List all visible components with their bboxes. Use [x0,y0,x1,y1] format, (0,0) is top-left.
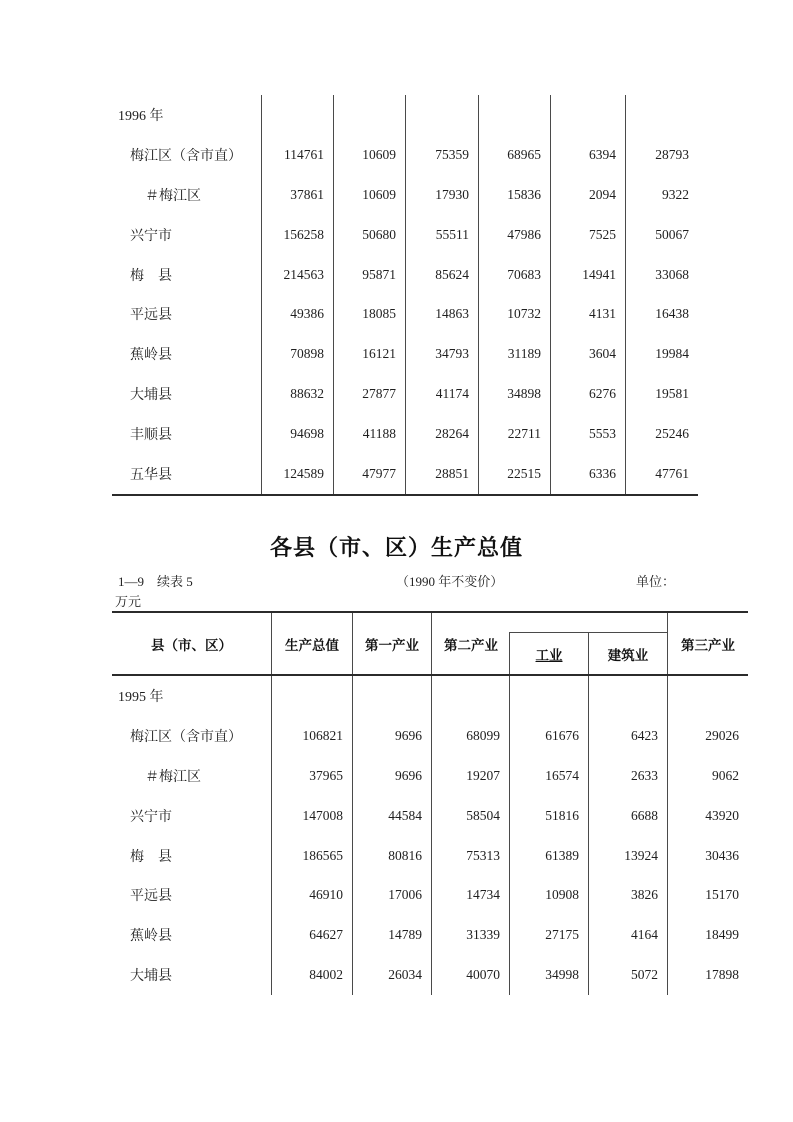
value-cell: 214563 [262,255,334,295]
header-industry-label: 工业 [535,647,563,663]
value-cell: 50680 [334,215,406,255]
year-row [112,676,748,716]
value-cell: 75313 [432,836,510,876]
value-cell: 7525 [551,215,626,255]
price-basis-note: （1990 年不变价） [396,574,504,589]
value-cell: 28264 [406,414,479,454]
row-label: 1996 年 [112,95,262,135]
table-body [112,676,748,995]
empty-cell [626,95,698,135]
header-primary-industry: 第一产业 [353,613,432,674]
empty-cell [262,95,334,135]
value-cell: 37965 [272,756,353,796]
value-cell: 6423 [589,716,668,756]
value-cell: 16121 [334,334,406,374]
row-label: ＃梅江区 [112,756,272,796]
value-cell: 9696 [353,716,432,756]
value-cell: 28793 [655,146,689,162]
empty-cell [406,95,479,135]
value-cell: 49386 [262,294,334,334]
value-cell: 19984 [655,346,689,362]
row-label: 梅江区（含市直） [112,135,262,175]
value-cell: 68099 [432,716,510,756]
table-row [112,915,748,955]
unit-value: 万元 [115,594,142,609]
value-cell: 147008 [272,796,353,836]
value-cell: 19581 [655,386,689,402]
value-cell: 55511 [406,215,479,255]
value-cell: 9062 [712,767,739,783]
value-cell: 17006 [353,875,432,915]
value-cell: 29026 [705,727,739,743]
value-cell: 5553 [551,414,626,454]
value-cell: 94698 [262,414,334,454]
secondary-industry-subheader [509,632,667,674]
value-cell: 40070 [432,955,510,995]
value-cell: 5072 [589,955,668,995]
table-row [112,334,698,374]
value-cell: 33068 [655,266,689,282]
value-cell: 22515 [479,454,551,494]
table-row [112,875,748,915]
row-label: ＃梅江区 [112,175,262,215]
table-continuation-ref: 1—9 续表 5 [118,574,193,589]
value-cell: 95871 [334,255,406,295]
value-cell: 3604 [551,334,626,374]
value-cell: 43920 [705,807,739,823]
row-label: 梅江区（含市直） [112,716,272,756]
table-1996-continued [112,95,698,496]
row-label: 蕉岭县 [112,334,262,374]
row-label: 1995 年 [112,676,272,716]
row-label: 平远县 [112,875,272,915]
table-row [112,836,748,876]
value-cell: 10732 [479,294,551,334]
value-cell: 9696 [353,756,432,796]
value-cell: 2094 [551,175,626,215]
header-tertiary-industry: 第三产业 [681,637,735,653]
value-cell: 186565 [272,836,353,876]
value-cell: 37861 [262,175,334,215]
value-cell: 16574 [510,756,589,796]
value-cell: 15170 [705,887,739,903]
value-cell: 106821 [272,716,353,756]
value-cell: 6276 [551,374,626,414]
value-cell: 41188 [334,414,406,454]
value-cell: 88632 [262,374,334,414]
value-cell: 10609 [334,135,406,175]
empty-cell [668,676,748,716]
table-row [112,135,698,175]
value-cell: 30436 [705,847,739,863]
table-row [112,255,698,295]
value-cell: 22711 [479,414,551,454]
value-cell: 34898 [479,374,551,414]
table-row [112,955,748,995]
row-label: 兴宁市 [112,796,272,836]
header-county: 县（市、区） [112,613,272,674]
value-cell: 18499 [705,927,739,943]
header-secondary-industry-group [432,613,668,674]
value-cell: 70683 [479,255,551,295]
table-header [112,611,748,676]
value-cell: 68965 [479,135,551,175]
value-cell: 18085 [334,294,406,334]
value-cell: 114761 [262,135,334,175]
row-label: 丰顺县 [112,414,262,454]
row-label: 蕉岭县 [112,915,272,955]
value-cell: 64627 [272,915,353,955]
header-secondary-industry: 第二产业 [444,637,498,653]
empty-cell [510,676,589,716]
value-cell: 9322 [662,186,689,202]
value-cell: 50067 [655,226,689,242]
value-cell: 44584 [353,796,432,836]
empty-cell [479,95,551,135]
value-cell: 4164 [589,915,668,955]
value-cell: 58504 [432,796,510,836]
value-cell: 46910 [272,875,353,915]
value-cell: 47977 [334,454,406,494]
value-cell: 2633 [589,756,668,796]
value-cell: 80816 [353,836,432,876]
row-label: 兴宁市 [112,215,262,255]
value-cell: 13924 [589,836,668,876]
table-row [112,294,698,334]
row-label: 大埔县 [112,955,272,995]
value-cell: 6336 [551,454,626,494]
row-label: 大埔县 [112,374,262,414]
value-cell: 3826 [589,875,668,915]
value-cell: 41174 [406,374,479,414]
unit-label: 单位： [636,574,676,589]
value-cell: 4131 [551,294,626,334]
value-cell: 84002 [272,955,353,995]
table-row [112,716,748,756]
value-cell: 27877 [334,374,406,414]
table-row [112,175,698,215]
value-cell: 61389 [510,836,589,876]
value-cell: 85624 [406,255,479,295]
table-row [112,756,748,796]
value-cell: 51816 [510,796,589,836]
table-row [112,215,698,255]
value-cell: 17930 [406,175,479,215]
table-row [112,454,698,494]
empty-cell [272,676,353,716]
table-row [112,796,748,836]
empty-cell [589,676,668,716]
value-cell: 19207 [432,756,510,796]
value-cell: 6394 [551,135,626,175]
value-cell: 31189 [479,334,551,374]
value-cell: 31339 [432,915,510,955]
table-row [112,414,698,454]
value-cell: 34793 [406,334,479,374]
value-cell: 15836 [479,175,551,215]
empty-cell [432,676,510,716]
value-cell: 70898 [262,334,334,374]
value-cell: 10609 [334,175,406,215]
value-cell: 16438 [655,306,689,322]
value-cell: 75359 [406,135,479,175]
row-label: 梅 县 [112,255,262,295]
value-cell: 26034 [353,955,432,995]
value-cell: 27175 [510,915,589,955]
value-cell: 14941 [551,255,626,295]
empty-cell [353,676,432,716]
header-gdp: 生产总值 [272,613,353,674]
value-cell: 14863 [406,294,479,334]
row-label: 五华县 [112,454,262,494]
value-cell: 47761 [655,465,689,481]
value-cell: 10908 [510,875,589,915]
value-cell: 6688 [589,796,668,836]
value-cell: 14789 [353,915,432,955]
value-cell: 61676 [510,716,589,756]
value-cell: 156258 [262,215,334,255]
empty-cell [334,95,406,135]
value-cell: 17898 [705,967,739,983]
value-cell: 34998 [510,955,589,995]
value-cell: 47986 [479,215,551,255]
header-industry [510,633,589,674]
value-cell: 124589 [262,454,334,494]
value-cell: 25246 [655,426,689,442]
year-row [112,95,698,135]
value-cell: 14734 [432,875,510,915]
header-construction: 建筑业 [607,647,649,663]
table-1995 [112,611,748,995]
table-row [112,374,698,414]
row-label: 梅 县 [112,836,272,876]
value-cell: 28851 [406,454,479,494]
page-title: 各县（市、区）生产总值 [269,535,523,560]
empty-cell [551,95,626,135]
row-label: 平远县 [112,294,262,334]
